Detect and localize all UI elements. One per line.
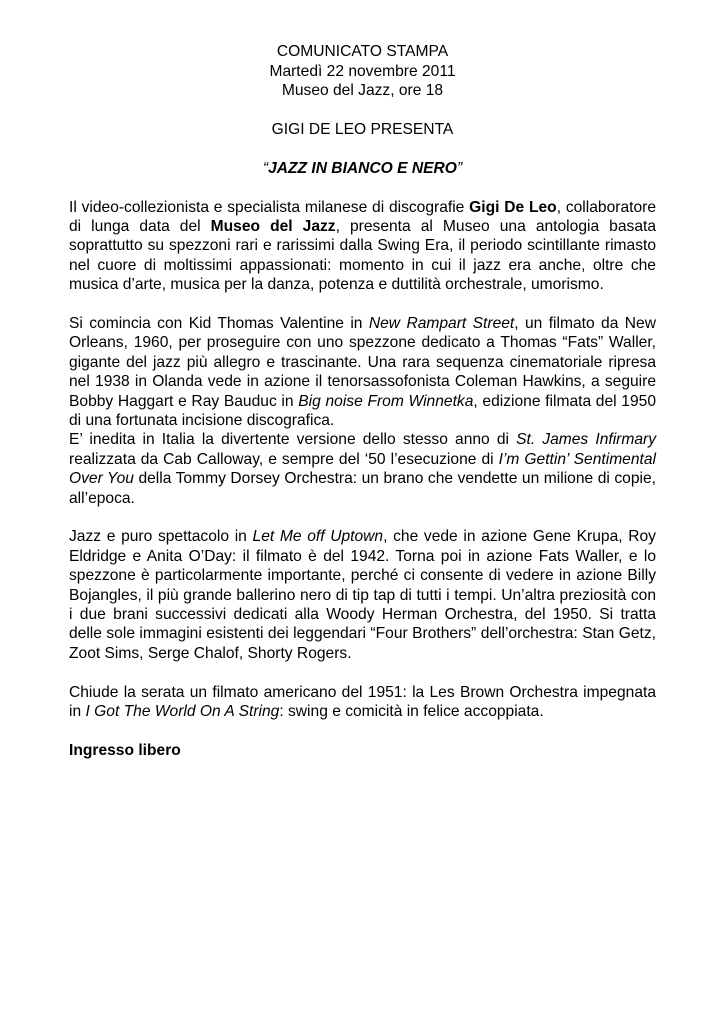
paragraph-intro: Il video-collezionista e specialista milanese di discografie Gigi De Leo, collaboratore di lunga data del Museo del Jazz, presenta al Museo una antologia basata soprattutto su spezzoni rari e rarissimi dalla Swing Era, il periodo scintillante rimasto nel cuore di moltissimi appassionati: momento in cui il jazz era anche, oltre che musica d’arte, musica per la danza, potenza e duttilità orchestrale, umorismo. (69, 198, 656, 294)
free-entry-note: Ingresso libero (69, 741, 181, 759)
paragraph-program-3: Jazz e puro spettacolo in Let Me off Uptown, che vede in azione Gene Krupa, Roy Eldridge e Anita O’Day: il filmato è del 1942. Torna poi in azione Fats Waller, e lo spezzone è particolarmente importante, perché ci consente di vedere in azione Billy Bojangles, il più grande ballerino nero di tip tap di tutti i tempi. Un’altra preziosità con i due brani successivi dedicati alla Woody Herman Orchestra, del 1950. Si tratta delle sole immagini esistenti dei leggendari “Four Brothers” dell’orchestra: Stan Getz, Zoot Sims, Serge Chalof, Shorty Rogers. (69, 528, 656, 662)
paragraph-program-2: E’ inedita in Italia la divertente versione dello stesso anno di St. James Infirmary realizzata da Cab Calloway, e sempre del ‘50 l’esecuzione di I’m Gettin’ Sentimental Over You della Tommy Dorsey Orchestra: un brano che vendette un milione di copie, all’epoca. (69, 431, 657, 507)
paragraph-closing: Chiude la serata un filmato americano del 1951: la Les Brown Orchestra impegnata in I Got The World On A String: swing e comicità in felice accoppiata. (69, 683, 656, 721)
press-release-body (69, 198, 656, 761)
presenter-line: GIGI DE LEO PRESENTA (271, 121, 454, 138)
doc-type-label: COMUNICATO STAMPA (276, 43, 449, 60)
press-release-header (69, 42, 656, 179)
paragraph-program-1: Si comincia con Kid Thomas Valentine in New Rampart Street, un filmato da New Orleans, 1960, per proseguire con uno spezzone dedicato a Thomas “Fats” Waller, gigante del jazz più allegro e trascinante. Una rara sequenza cinematoriale ripresa nel 1938 in Olanda vede in azione il tenorsassofonista Coleman Hawkins, a seguire Bobby Haggart e Ray Bauduc in Big noise From Winnetka, edizione filmata del 1950 di una fortunata incisione discografica. (69, 314, 656, 429)
event-title: “JAZZ IN BIANCO E NERO” (262, 160, 463, 177)
event-venue-time: Museo del Jazz, ore 18 (281, 82, 444, 99)
event-date: Martedì 22 novembre 2011 (269, 62, 456, 80)
